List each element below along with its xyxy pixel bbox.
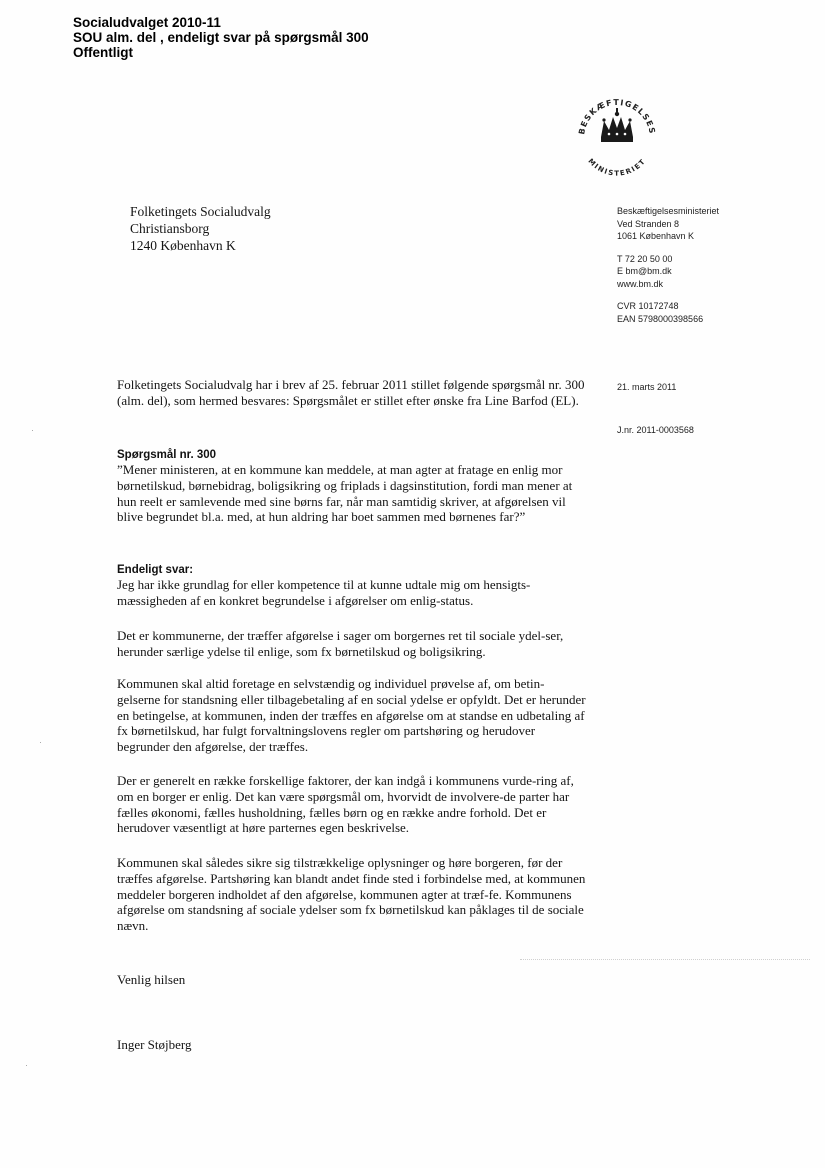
committee-line: Socialudvalget 2010-11 [73,15,221,30]
question-heading: Spørgsmål nr. 300 [117,449,217,461]
subject-line: SOU alm. del , endeligt svar på spørgsmål 300 [73,30,369,45]
sender-city: 1061 København K [617,231,695,241]
answer-paragraph: Jeg har ikke grundlag for eller kompetence til at kunne udtale mig om hensigts-mæssigheden af en konkret begrundelse i afgørelser om enlig-status. [117,577,531,608]
sender-street: Ved Stranden 8 [617,218,680,229]
document-header [73,15,369,60]
sender-email: E bm@bm.dk [617,266,672,276]
seal-text-top: BESKÆFTIGELSES [577,97,657,136]
seal-text-bottom: MINISTERIET [586,157,648,178]
answer-heading: Endeligt svar: [117,564,194,576]
letter-date: 21. marts 2011 [617,382,677,392]
intro-paragraph: Folketingets Socialudvalg har i brev af 25. februar 2011 stillet følgende spørgsmål nr. 300 (alm. del), som hermed besvares: Spørgsmålet er stillet efter ønske fra Line Barfod (EL). [117,377,585,408]
answer-paragraph: Der er generelt en række forskellige faktorer, der kan indgå i kommunens vurde-ring af, om en borger er enlig. Det kan være spørgsmål om, hvorvidt de involvere-de parter har fælles økonomi, fælles husholdning, fælles børn og en række andre forhold. Det er herudover væsentligt at høre parternes egen beskrivelse. [117,773,574,836]
scan-artifact [40,742,41,743]
recipient-city: 1240 København K [130,238,236,253]
signature-name: Inger Støjberg [117,1037,192,1052]
recipient-name: Folketingets Socialudvalg [130,204,271,219]
recipient-street: Christiansborg [130,221,210,236]
sender-web: www.bm.dk [617,278,664,289]
scan-artifact [26,1065,27,1066]
sender-cvr: CVR 10172748 [617,301,679,311]
sender-phone: T 72 20 50 00 [617,253,673,264]
recipient-address [130,203,271,254]
answer-paragraph: Kommunen skal således sikre sig tilstrækkelige oplysninger og høre borgeren, før der træffes afgørelse. Partshøring kan blandt andet finde sted i forbindelse med, at kommunen meddeler borgeren indholdet af den afgørelse, kommunen agter at træf-fe. Kommunens afgørelse om standsning af sociale ydelser som fx børnetilskud kan påklages til de sociale nævn. [117,855,586,934]
svg-text:MINISTERIET [586,157,647,178]
sender-name: Beskæftigelsesministeriet [617,206,720,216]
sender-ean: EAN 5798000398566 [617,313,704,324]
closing-greeting: Venlig hilsen [117,972,186,987]
answer-paragraph: Det er kommunerne, der træffer afgørelse i sager om borgernes ret til sociale ydel-ser, herunder særlige ydelse til enlige, som fx børnetilskud og boligsikring. [117,628,564,659]
scan-artifact-line [520,959,810,960]
answer-paragraph: Kommunen skal altid foretage en selvstændig og individuel prøvelse af, om betin-gelserne for standsning eller tilbagebetaling af en social ydelse er opfyldt. Det er herunder en betingelse, at kommunen, inden der træffes en afgørelse om at standse en udbetaling af fx børnetilskud, har fulgt forvaltningslovens regler om partshøring og herudover begrunder den afgørelse, der træffes. [117,676,586,755]
sender-info [617,205,797,325]
status-line: Offentligt [73,45,133,60]
scan-artifact [32,430,33,431]
crown-seal-icon [572,90,662,180]
journal-number: J.nr. 2011-0003568 [617,425,694,435]
question-text: ”Mener ministeren, at en kommune kan meddele, at man agter at fratage en enlig mor børnetilskud, børnebidrag, boligsikring og friplads i dagsinstitution, fordi man mener at hun reelt er samlevende med sine børns far, når man samtidig skriver, at afgørelsen vil blive begrundet bl.a. med, at hun aldring har boet sammen med børnenes far?” [117,462,573,525]
